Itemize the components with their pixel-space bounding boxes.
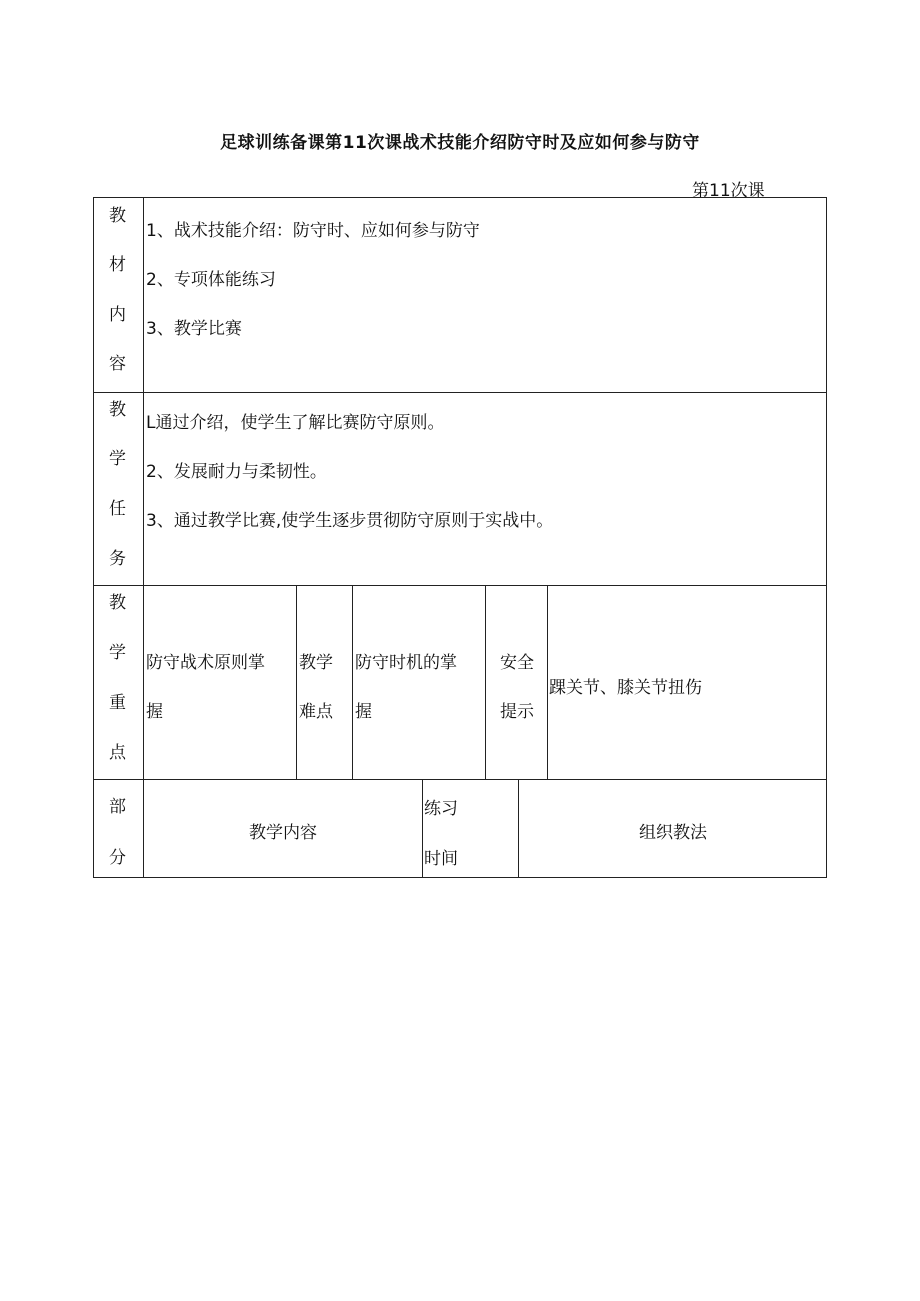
materials-label-char: 材 [109,255,126,275]
safety-label: 安全 [500,653,534,673]
tasks-label-char: 教 [109,400,126,420]
tasks-label-char: 务 [109,549,126,569]
cell-divider [422,779,423,878]
cell-divider [352,585,353,780]
difficulty-label: 教学 [299,653,333,673]
materials-row [93,197,827,393]
difficulty-text: 防守时机的掌 [355,653,457,673]
difficulty-label: 难点 [299,702,333,722]
tasks-item: 2、发展耐力与柔韧性。 [146,462,327,482]
section-label-cell [93,779,144,878]
safety-text: 踝关节、膝关节扭伤 [549,678,702,698]
section-label-char: 部 [109,797,126,817]
materials-item: 3、教学比赛 [146,319,242,339]
tasks-row [93,392,827,586]
key-points-label-char: 重 [109,693,126,713]
key-points-label-char: 教 [109,593,126,613]
materials-label-char: 容 [109,354,126,374]
time-header: 练习 [424,799,458,819]
materials-label-char: 内 [109,305,126,325]
tasks-item: 3、通过教学比赛,使学生逐步贯彻防守原则于实战中。 [146,511,554,531]
lesson-number: 第11次课 [692,181,765,201]
materials-label-cell [93,197,144,393]
cell-divider [547,585,548,780]
tasks-label-char: 任 [109,499,126,519]
materials-item: 2、专项体能练习 [146,270,276,290]
section-label-char: 分 [109,848,126,868]
section-header-row [93,779,827,878]
key-points-label-char: 点 [109,743,126,763]
key-points-row [93,585,827,780]
tasks-label-cell [93,392,144,586]
key-point-text: 防守战术原则掌 [146,653,265,673]
tasks-label-char: 学 [109,449,126,469]
content-header: 教学内容 [249,823,317,843]
method-header: 组织教法 [639,823,707,843]
document-title: 足球训练备课第11次课战术技能介绍防守时及应如何参与防守 [220,133,700,153]
cell-divider [485,585,486,780]
tasks-item: L通过介绍，使学生了解比赛防守原则。 [146,413,445,433]
key-point-text: 握 [146,702,163,722]
safety-label: 提示 [500,702,534,722]
cell-divider [296,585,297,780]
key-points-label-cell [93,585,144,780]
difficulty-text: 握 [355,702,372,722]
time-header: 时间 [424,849,458,869]
key-points-label-char: 学 [109,643,126,663]
materials-label-char: 教 [109,206,126,226]
materials-item: 1、战术技能介绍：防守时、应如何参与防守 [146,221,480,241]
